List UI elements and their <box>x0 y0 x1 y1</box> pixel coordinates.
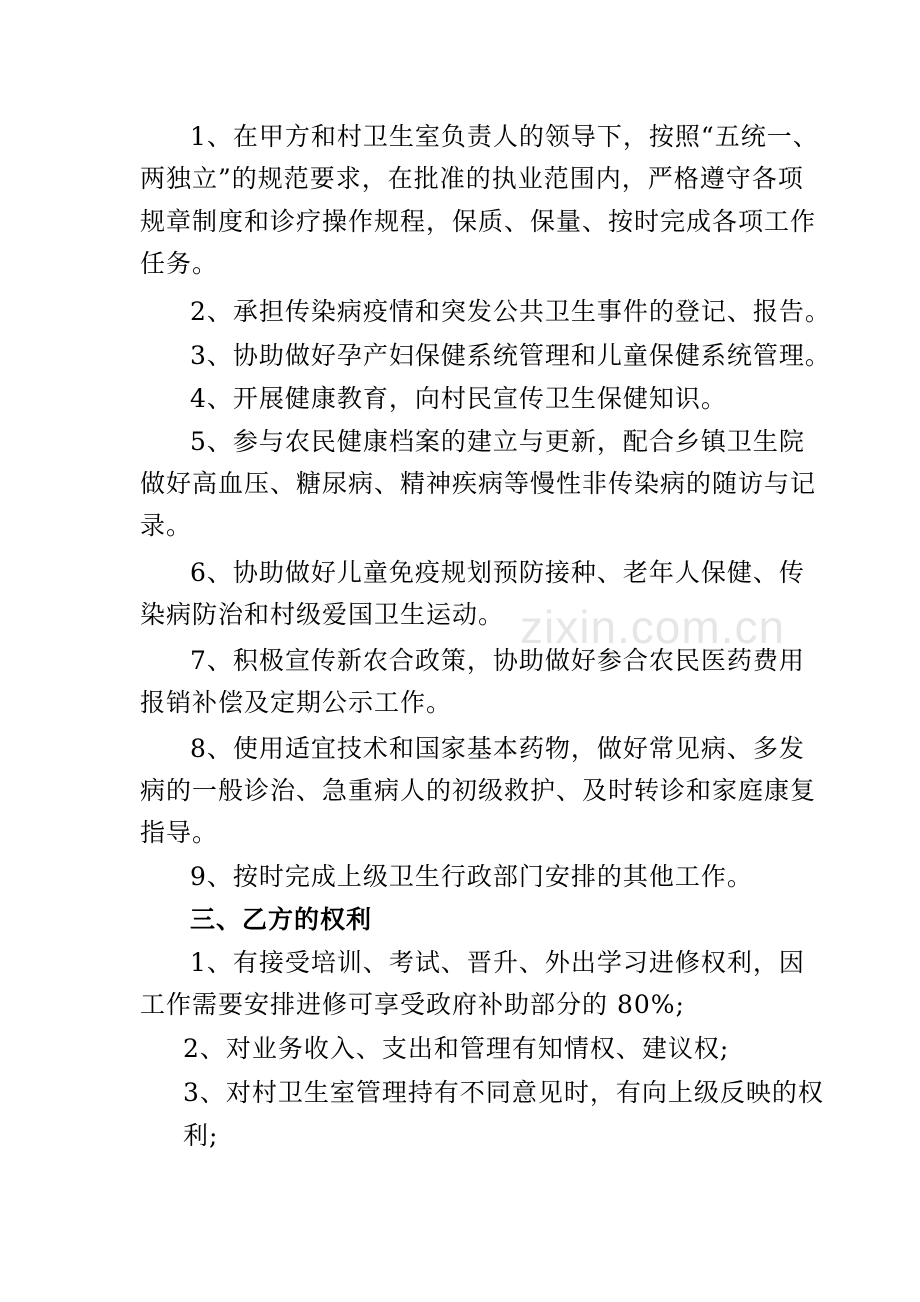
paragraph-9-line-1: 9、按时完成上级卫生行政部门安排的其他工作。 <box>190 862 753 891</box>
section-heading: 三、乙方的权利 <box>190 905 373 934</box>
paragraph-6-line-1: 6、协助做好儿童免疫规划预防接种、老年人保健、传 <box>190 558 805 587</box>
paragraph-1-line-2: 两独立”的规范要求，在批准的执业范围内，严格遵守各项 <box>140 164 804 193</box>
paragraph-5-line-2: 做好高血压、糖尿病、精神疾病等慢性非传染病的随访与记 <box>140 469 817 498</box>
watermark: zixin.com.cn <box>520 601 786 653</box>
paragraph-7-line-2: 报销补偿及定期公示工作。 <box>140 688 453 717</box>
rights-3-line-2: 利; <box>183 1121 219 1150</box>
paragraph-6-line-2: 染病防治和村级爱国卫生运动。 <box>140 600 505 629</box>
paragraph-8-line-1: 8、使用适宜技术和国家基本药物，做好常见病、多发 <box>190 734 805 763</box>
rights-1-line-2: 工作需要安排进修可享受政府补助部分的 80%; <box>140 990 685 1019</box>
paragraph-1-line-1: 1、在甲方和村卫生室负责人的领导下，按照“五统一、 <box>190 122 819 151</box>
paragraph-5-line-3: 录。 <box>140 511 193 540</box>
paragraph-7-line-1: 7、积极宣传新农合政策，协助做好参合农民医药费用 <box>190 646 805 675</box>
paragraph-3-line-1: 3、协助做好孕产妇保健系统管理和儿童保健系统管理。 <box>190 341 831 370</box>
rights-2-line-1: 2、对业务收入、支出和管理有知情权、建议权; <box>183 1034 730 1063</box>
paragraph-1-line-3: 规章制度和诊疗操作规程，保质、保量、按时完成各项工作 <box>140 207 817 236</box>
paragraph-1-line-4: 任务。 <box>140 249 219 278</box>
paragraph-4-line-1: 4、开展健康教育，向村民宣传卫生保健知识。 <box>190 384 727 413</box>
rights-3-line-1: 3、对村卫生室管理持有不同意见时，有向上级反映的权 <box>183 1078 824 1107</box>
rights-1-line-1: 1、有接受培训、考试、晋升、外出学习进修权利，因 <box>190 948 805 977</box>
paragraph-8-line-2: 病的一般诊治、急重病人的初级救护、及时转诊和家庭康复 <box>140 776 817 805</box>
paragraph-2-line-1: 2、承担传染病疫情和突发公共卫生事件的登记、报告。 <box>190 297 831 326</box>
paragraph-5-line-1: 5、参与农民健康档案的建立与更新，配合乡镇卫生院 <box>190 427 805 456</box>
paragraph-8-line-3: 指导。 <box>140 818 219 847</box>
